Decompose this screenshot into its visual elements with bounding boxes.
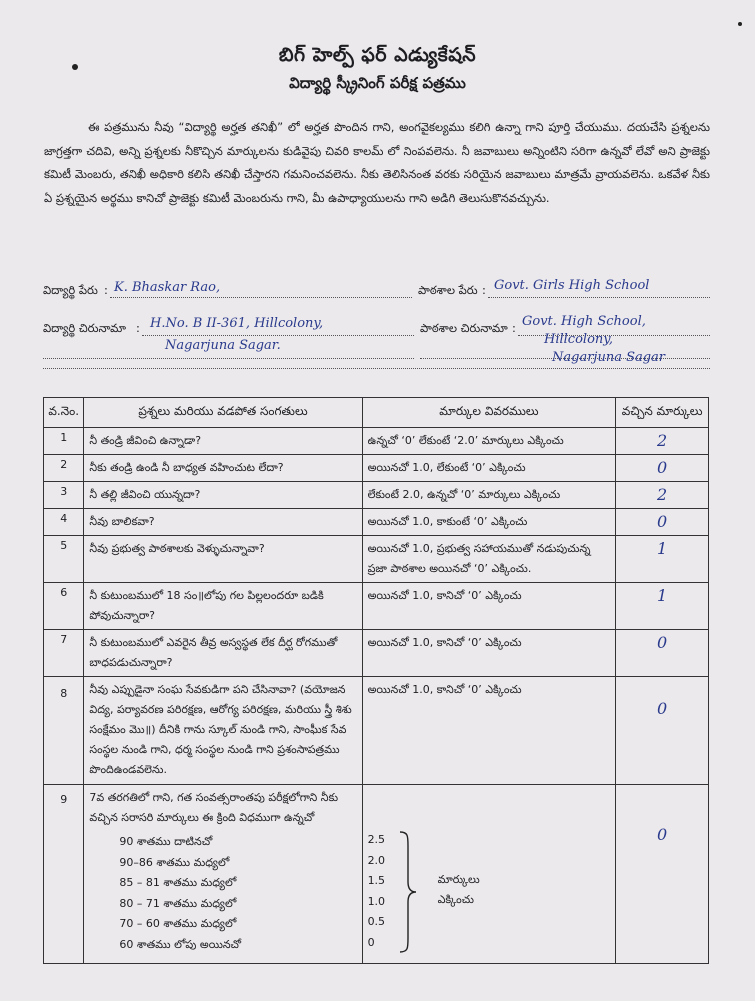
row-question: నీ తల్లి జీవించి యున్నదా? bbox=[84, 482, 362, 509]
student-name-label: విద్యార్థి పేరు bbox=[43, 283, 98, 297]
table-row bbox=[44, 428, 709, 455]
row-question: నీ కుటుంబములో ఎవరైన తీవ్ర అస్వస్థత లేక దీర్ఘ రోగముతో బాధపడుచున్నారా? bbox=[84, 630, 362, 677]
student-address-line-1 bbox=[142, 335, 414, 336]
school-name-label: పాఠశాల పేరు bbox=[418, 283, 478, 297]
score-brace-group bbox=[368, 830, 611, 960]
score-list bbox=[368, 830, 386, 953]
score-item: 2.0 bbox=[367, 853, 386, 867]
row-number: 9 bbox=[44, 785, 84, 964]
row-marks[interactable]: 2 bbox=[616, 482, 709, 509]
school-name-line bbox=[488, 297, 710, 298]
row-marks[interactable]: 0 bbox=[616, 785, 709, 964]
row-criteria: అయినచో 1.0, లేకుంటే ‘0’ ఎక్కించు bbox=[362, 455, 616, 482]
student-address-value-1[interactable]: H.No. B II-361, Hillcolony, bbox=[150, 316, 324, 331]
label-colon: : bbox=[512, 321, 516, 335]
header-questions: ప్రశ్నలు మరియు వడపోత సంగతులు bbox=[84, 398, 362, 428]
row-question: నీవు బాలికవా? bbox=[84, 509, 362, 536]
student-name-value[interactable]: K. Bhaskar Rao, bbox=[114, 280, 221, 295]
row-marks[interactable]: 0 bbox=[616, 630, 709, 677]
row-criteria-scores bbox=[362, 785, 616, 964]
punch-mark bbox=[738, 22, 742, 26]
row-marks[interactable]: 2 bbox=[616, 428, 709, 455]
curly-brace-icon bbox=[398, 830, 418, 954]
school-address-value-1[interactable]: Govt. High School, bbox=[522, 314, 646, 329]
row-criteria: ఉన్నచో ‘0’ లేకుంటే ‘2.0’ మార్కులు ఎక్కించు bbox=[362, 428, 616, 455]
questions-table bbox=[43, 397, 709, 964]
grade-item: 85 – 81 శాతము మధ్యలో bbox=[119, 876, 237, 889]
grade-item: 60 శాతము లోపు అయినచో bbox=[119, 937, 242, 951]
row-criteria: అయినచో 1.0, కానిచో ‘0’ ఎక్కించు bbox=[362, 583, 616, 630]
row-question: నీవు ప్రభుత్వ పాఠశాలకు వెళ్ళుచున్నావా? bbox=[84, 536, 362, 583]
score-item: 0.5 bbox=[367, 915, 386, 928]
header-mark-details: మార్కుల వివరములు bbox=[362, 398, 616, 428]
student-address-label: విద్యార్థి చిరునామా bbox=[43, 321, 126, 335]
row-criteria: లేకుంటే 2.0, ఉన్నచో ‘0’ మార్కులు ఎక్కించు bbox=[362, 482, 616, 509]
header-serial: వ.నెం. bbox=[44, 398, 84, 428]
row-question: నీ తండ్రి జీవించి ఉన్నాడా? bbox=[84, 428, 362, 455]
table-row bbox=[44, 455, 709, 482]
grade-item: 80 – 71 శాతము మధ్యలో bbox=[119, 896, 237, 910]
label-colon: : bbox=[482, 283, 486, 297]
score-item: 1.5 bbox=[367, 874, 386, 887]
table-row bbox=[44, 583, 709, 630]
table-row bbox=[44, 785, 709, 964]
row-number: 1 bbox=[44, 428, 84, 455]
instructions-paragraph: ఈ పత్రమును నీవు “విద్యార్థి అర్హత తనిఖీ” లో అర్హత పొందిన గాని, అంగవైకల్యము కలిగి ఉన్నా గాని పూర్తి చేయుము. దయచేసి ప్రశ్నలను జాగ్రత్తగా చదివి, అన్ని ప్రశ్నలకు నీకొచ్చిన మార్కులను కుడివైపు చివరి కాలమ్ లో నింపవలెను. నీ జవాబులు అన్నింటిని సరిగా ఉన్నవో లేవో అని ప్రాజెక్టు కమిటీ మెంబరు, తనిఖీ అధికారి కలిసి తనిఖీ చేస్తారని గమనించవలెను. నీకు తెలిసినంత వరకు సరియైన జవాబులు మాత్రమే వ్రాయవలెను. ఒకవేళ నీకు ఏ ప్రశ్నయైన అర్థము కానిచో ప్రాజెక్టు కమిటీ మెంబరును గాని, మీ ఉపాధ్యాయులను గాని అడిగి తెలుసుకొనవచ్చును. bbox=[44, 120, 710, 205]
school-address-value-3[interactable]: Nagarjuna Sagar bbox=[552, 350, 666, 365]
row-question: నీవు ఎప్పుడైనా సంఘ సేవకుడిగా పని చేసినావా? (వయోజన విద్య, పర్యావరణ పరిరక్షణ, ఆరోగ్య పరిరక్షణ, మరియు స్త్రీ శిశు సంక్షేమం మొ॥) దీనికి గాను స్కూల్ నుండి గాని, సాంఘీక సేవ సంస్థల నుండి గాని, ధర్మ సంస్థల నుండి గాని ప్రశంసాపత్రము పొందిఉండవలెను. bbox=[84, 677, 362, 785]
row-number: 6 bbox=[44, 583, 84, 630]
brace-label: మార్కులు ఎక్కించు bbox=[437, 873, 480, 906]
score-item: 0 bbox=[367, 935, 375, 949]
student-address-value-2[interactable]: Nagarjuna Sagar. bbox=[165, 338, 281, 353]
form-subtitle: విద్యార్థి స్క్రీనింగ్ పరీక్ష పత్రము bbox=[289, 74, 466, 92]
label-colon: : bbox=[104, 283, 108, 297]
row-marks[interactable]: 1 bbox=[616, 583, 709, 630]
form-title: బిగ్ హెల్ప్ ఫర్ ఎడ్యుకేషన్ bbox=[278, 44, 477, 66]
row-criteria: అయినచో 1.0, కానిచో ‘0’ ఎక్కించు bbox=[362, 677, 616, 785]
row-number: 3 bbox=[44, 482, 84, 509]
table-row bbox=[44, 677, 709, 785]
grade-item: 70 – 60 శాతము మధ్యలో bbox=[119, 917, 237, 930]
row-question-average bbox=[84, 785, 362, 964]
table-header-row bbox=[44, 398, 709, 428]
school-address-label: పాఠశాల చిరునామా bbox=[420, 321, 508, 335]
row-number: 5 bbox=[44, 536, 84, 583]
table-row bbox=[44, 482, 709, 509]
label-colon: : bbox=[136, 321, 140, 335]
grade-list bbox=[119, 832, 356, 955]
row-number: 7 bbox=[44, 630, 84, 677]
row-marks[interactable]: 0 bbox=[616, 509, 709, 536]
table-row bbox=[44, 509, 709, 536]
row-number: 2 bbox=[44, 455, 84, 482]
separator-line bbox=[43, 368, 710, 369]
school-address-value-2[interactable]: Hillcolony, bbox=[544, 332, 614, 347]
score-item: 2.5 bbox=[367, 833, 386, 846]
table-row bbox=[44, 536, 709, 583]
row-question-text: 7వ తరగతిలో గాని, గత సంవత్సరాంతపు పరీక్షలోగాని నీకు వచ్చిన సరాసరి మార్కులు ఈ క్రింది విధముగా ఉన్నచో bbox=[89, 791, 338, 824]
row-marks[interactable]: 0 bbox=[616, 455, 709, 482]
student-name-line bbox=[110, 297, 412, 298]
row-criteria: అయినచో 1.0, ప్రభుత్వ సహాయముతో నడుపుచున్న ప్రజా పాఠశాల అయినచో ‘0’ ఎక్కించు. bbox=[362, 536, 616, 583]
row-number: 8 bbox=[44, 677, 84, 785]
row-criteria: అయినచో 1.0, కాకుంటే ‘0’ ఎక్కించు bbox=[362, 509, 616, 536]
score-item: 1.0 bbox=[367, 894, 386, 908]
row-marks[interactable]: 0 bbox=[616, 677, 709, 785]
grade-item: 90 శాతము దాటినచో bbox=[119, 835, 213, 848]
grade-item: 90–86 శాతము మధ్యలో bbox=[119, 855, 230, 869]
row-question: నీ కుటుంబములో 18 సం॥లోపు గల పిల్లలందరూ బడికి పోవుచున్నారా? bbox=[84, 583, 362, 630]
row-criteria: అయినచో 1.0, కానిచో ‘0’ ఎక్కించు bbox=[362, 630, 616, 677]
header-marks-obtained: వచ్చిన మార్కులు bbox=[616, 398, 709, 428]
table-row bbox=[44, 630, 709, 677]
row-question: నీకు తండ్రి ఉండి నీ బాధ్యత వహించుట లేదా? bbox=[84, 455, 362, 482]
student-address-line-2 bbox=[43, 358, 414, 359]
row-marks[interactable]: 1 bbox=[616, 536, 709, 583]
school-name-value[interactable]: Govt. Girls High School bbox=[494, 278, 650, 293]
row-number: 4 bbox=[44, 509, 84, 536]
